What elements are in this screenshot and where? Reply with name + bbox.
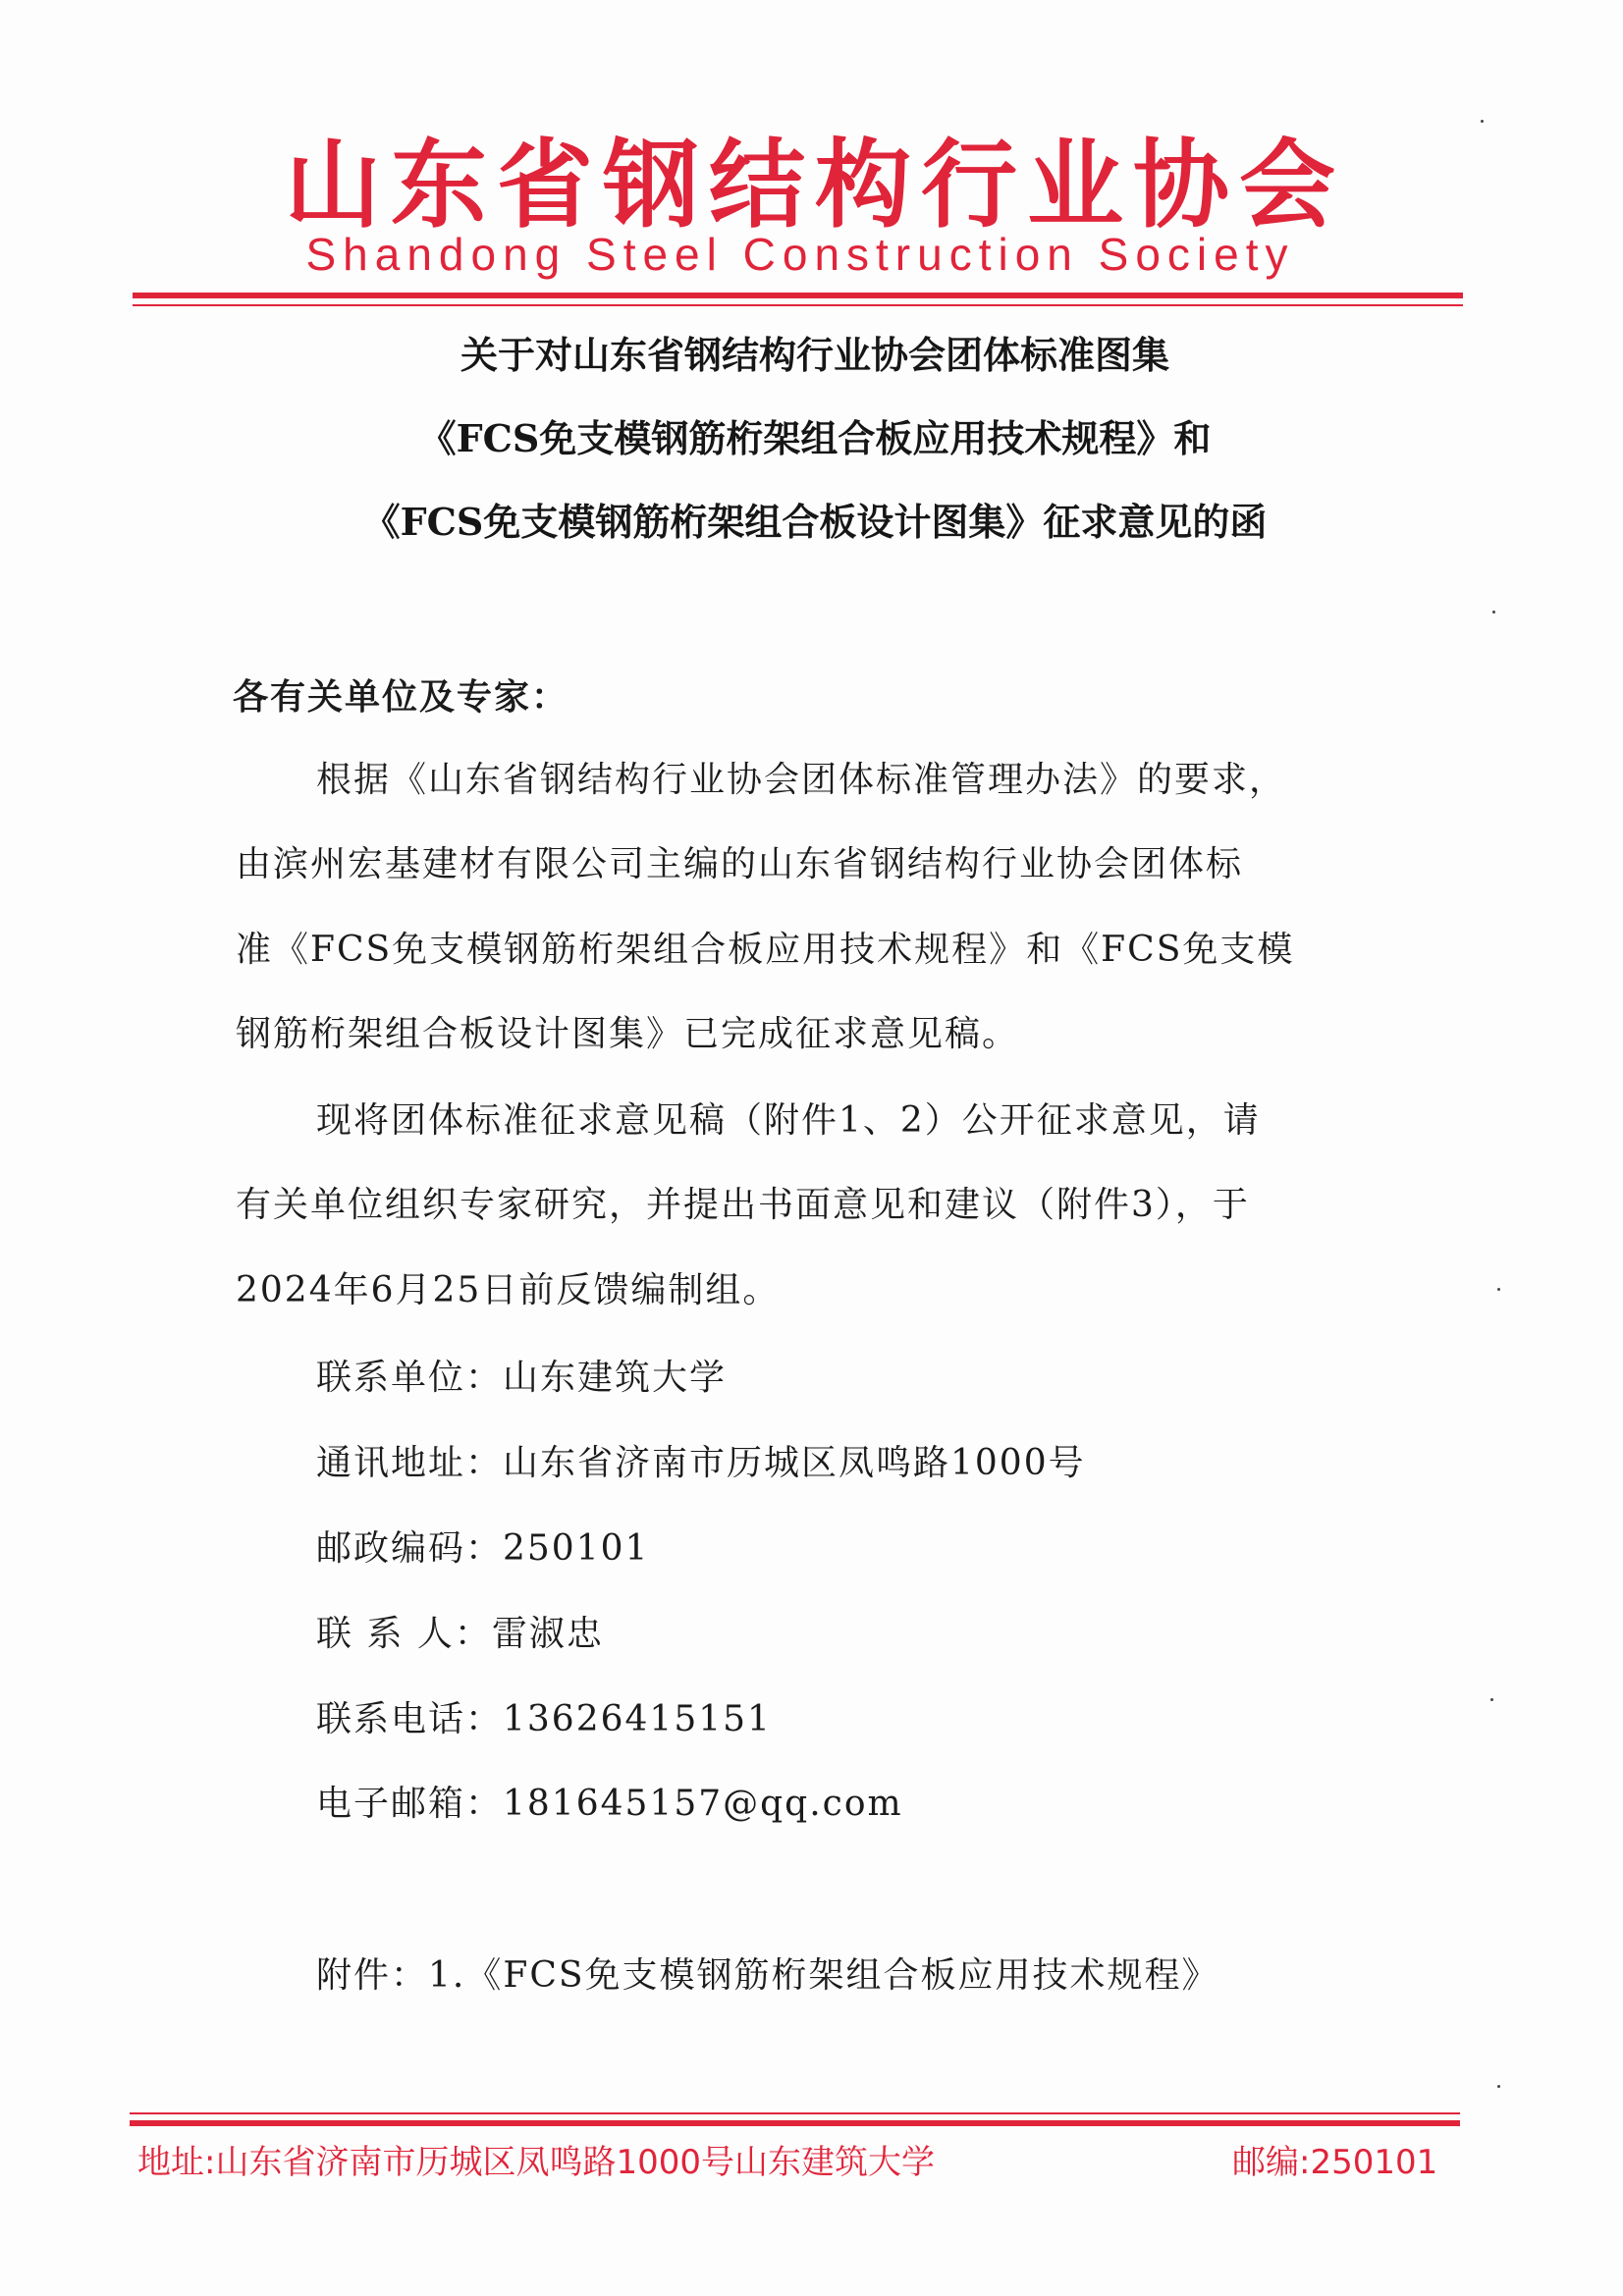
doc-title-line-1: 关于对山东省钢结构行业协会团体标准图集 [460,333,1169,377]
contact-email: 电子邮箱：181645157@qq.com [316,1784,903,1824]
scan-speck [1481,120,1484,123]
header-rule-thin [133,304,1463,306]
footer-postcode: 邮编:250101 [1232,2143,1438,2182]
para1-line-4: 钢筋桁架组合板设计图集》已完成征求意见稿。 [236,1014,1020,1054]
para2-line-3: 2024年6月25日前反馈编制组。 [236,1270,781,1310]
footer-address: 地址:山东省济南市历城区凤鸣路1000号山东建筑大学 [137,2143,935,2182]
scan-speck [1492,611,1495,614]
scan-speck [1497,2085,1500,2088]
para1-line-1: 根据《山东省钢结构行业协会团体标准管理办法》的要求， [316,760,1287,800]
attachment-item-1: 附件：1.《FCS免支模钢筋桁架组合板应用技术规程》 [316,1955,1219,1996]
contact-phone: 联系电话：13626415151 [316,1699,772,1739]
contact-unit: 联系单位：山东建筑大学 [316,1358,728,1398]
para2-line-2: 有关单位组织专家研究，并提出书面意见和建议（附件3），于 [236,1185,1250,1225]
contact-person: 联 系 人：雷淑忠 [316,1614,604,1654]
para1-line-2: 由滨州宏基建材有限公司主编的山东省钢结构行业协会团体标 [236,844,1244,884]
salutation: 各有关单位及专家： [233,676,569,718]
doc-title-line-2: 《FCS免支模钢筋桁架组合板应用技术规程》和 [418,416,1212,460]
scan-speck [1497,1288,1500,1291]
org-name-en: Shandong Steel Construction Society [305,229,1295,280]
contact-postcode: 邮政编码：250101 [316,1528,650,1569]
para1-line-3: 准《FCS免支模钢筋桁架组合板应用技术规程》和《FCS免支模 [236,930,1295,970]
para2-line-1: 现将团体标准征求意见稿（附件1、2）公开征求意见，请 [316,1100,1261,1141]
doc-title-line-3: 《FCS免支模钢筋桁架组合板设计图集》征求意见的函 [362,500,1268,544]
scan-speck [1490,1698,1493,1701]
header-rule-thick [133,293,1463,298]
contact-address: 通讯地址：山东省济南市历城区凤鸣路1000号 [316,1443,1086,1483]
footer-rule-thick [130,2120,1460,2126]
footer-rule-thin [130,2112,1460,2114]
org-name-cn: 山东省钢结构行业协会 [284,130,1345,241]
